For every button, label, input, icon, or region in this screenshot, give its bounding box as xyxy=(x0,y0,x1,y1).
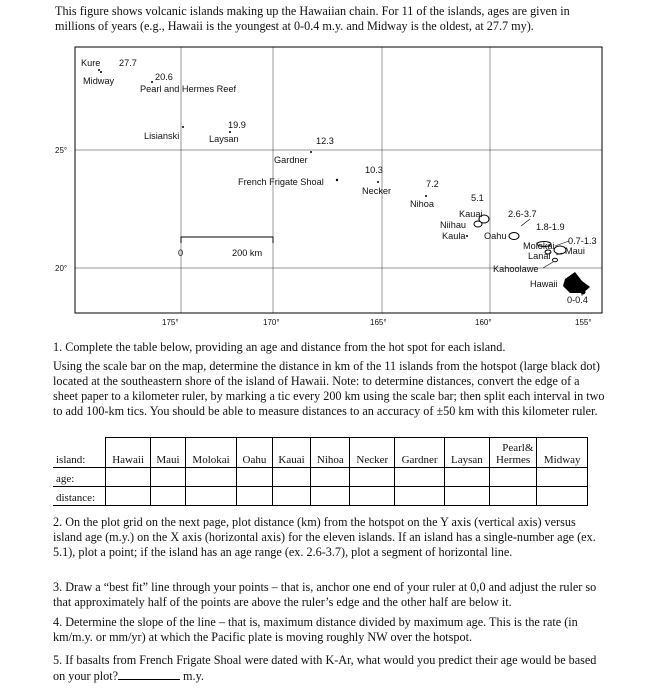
label-maui: Maui xyxy=(565,246,585,256)
necker-dot xyxy=(377,181,379,183)
hawaiian-chain-map xyxy=(0,0,648,340)
col-pearl-hermes xyxy=(489,438,537,468)
midway-dot xyxy=(100,71,102,73)
col-oahu: Oahu xyxy=(237,438,273,468)
label-hawaii: Hawaii xyxy=(530,279,558,289)
age-cell[interactable] xyxy=(537,468,588,487)
label-kahoolawe: Kahoolawe xyxy=(493,264,539,274)
distance-cell[interactable] xyxy=(395,487,445,506)
label-pearl-hermes-age: 20.6 xyxy=(155,72,173,82)
pearl-hermes-dot xyxy=(151,81,153,83)
scale-label-200km: 200 km xyxy=(232,248,263,258)
lisianski-dot xyxy=(182,126,184,128)
question-5-unit: m.y. xyxy=(183,669,204,683)
age-cell[interactable] xyxy=(311,468,350,487)
intro-text: This figure shows volcanic islands making up the Hawaiian chain. For 11 of the islands, ages are given in millions of years (e.g., Hawaii is the youngest at 0-0.4 m.y. and Midway is the oldest, at 27.7 my). xyxy=(55,4,570,33)
col-gardner: Gardner xyxy=(395,438,445,468)
scale-label-0: 0 xyxy=(178,248,184,258)
question-2: 2. On the plot grid on the next page, plot distance (km) from the hotspot on the Y axis (vertical axis) versus island age (m.y.) on the X axis (horizontal axis) for the eleven islands. If an island has a single-number age (ex. 5.1), plot a point; if the island has an age range (ex. 2.6-3.7), plot a segment of horizontal line. xyxy=(53,515,596,559)
distance-cell[interactable] xyxy=(272,487,310,506)
label-laysan: Laysan xyxy=(209,134,239,144)
distance-cell[interactable] xyxy=(185,487,236,506)
distance-cell[interactable] xyxy=(537,487,588,506)
label-oahu: Oahu xyxy=(484,231,507,241)
lat-label-25: 25° xyxy=(55,146,68,155)
label-lisianski: Lisianski xyxy=(144,131,180,141)
distance-cell[interactable] xyxy=(489,487,537,506)
age-cell[interactable] xyxy=(151,468,186,487)
lat-label-20: 20° xyxy=(55,264,68,273)
table-row-islands xyxy=(53,438,588,468)
col-midway: Midway xyxy=(537,438,588,468)
col-necker: Necker xyxy=(350,438,395,468)
oahu-shape xyxy=(509,233,519,240)
col-hawaii: Hawaii xyxy=(106,438,151,468)
lon-label-170: 170° xyxy=(263,318,280,327)
distance-cell[interactable] xyxy=(311,487,350,506)
kaula-dot xyxy=(466,235,468,237)
label-nihoa-age: 7.2 xyxy=(426,179,439,189)
label-laysan-age: 19.9 xyxy=(228,120,246,130)
age-cell[interactable] xyxy=(395,468,445,487)
lon-label-175: 175° xyxy=(162,318,179,327)
label-nihoa: Nihoa xyxy=(410,199,435,209)
lon-label-165: 165° xyxy=(370,318,387,327)
hawaii-shape xyxy=(563,272,590,293)
lon-label-160: 160° xyxy=(475,318,492,327)
lon-label-155: 155° xyxy=(575,318,592,327)
kahoolawe-shape xyxy=(553,258,558,262)
label-pearl-hermes: Pearl and Hermes Reef xyxy=(140,84,237,94)
age-cell[interactable] xyxy=(272,468,310,487)
question-1-heading: 1. Complete the table below, providing an age and distance from the hot spot for each island. xyxy=(53,340,506,354)
row-label-age: age: xyxy=(53,468,106,487)
question-5 xyxy=(53,653,605,684)
question-3: 3. Draw a “best fit” line through your points – that is, anchor one end of your ruler at 0,0 and adjust the ruler so that approximately half of the points are above the ruler’s edge and the other half are below it. xyxy=(53,580,597,609)
col-nihoa: Nihoa xyxy=(311,438,350,468)
label-necker-age: 10.3 xyxy=(365,165,383,175)
label-kaula: Kaula xyxy=(442,231,466,241)
island-data-table xyxy=(53,437,588,506)
label-lanai: Lanai xyxy=(528,251,551,261)
question-5-text: 5. If basalts from French Frigate Shoal were dated with K-Ar, what would you predict their age would be based on your plot? xyxy=(53,653,597,683)
laysan-dot xyxy=(229,131,231,133)
distance-cell[interactable] xyxy=(106,487,151,506)
label-hawaii-age: 0-0.4 xyxy=(567,295,588,305)
label-gardner: Gardner xyxy=(274,155,308,165)
label-niihau-age: 2.6-3.7 xyxy=(508,209,537,219)
distance-cell[interactable] xyxy=(444,487,489,506)
nihoa-dot xyxy=(425,195,427,197)
label-gardner-age: 12.3 xyxy=(316,136,334,146)
col-molokai: Molokai xyxy=(185,438,236,468)
question-4: 4. Determine the slope of the line – that is, maximum distance divided by maximum age. This is the rate (in km/m.y. or mm/yr) at which the Pacific plate is moving roughly NW over the hotspot. xyxy=(53,615,578,644)
col-laysan: Laysan xyxy=(444,438,489,468)
age-cell[interactable] xyxy=(444,468,489,487)
label-necker: Necker xyxy=(362,186,392,196)
table-row-distance xyxy=(53,487,588,506)
label-kure: Kure xyxy=(81,58,101,68)
distance-cell[interactable] xyxy=(237,487,273,506)
age-cell[interactable] xyxy=(237,468,273,487)
col-kauai: Kauai xyxy=(272,438,310,468)
label-kauai: Kauai xyxy=(459,209,483,219)
label-kure-age: 27.7 xyxy=(119,58,137,68)
hotspot-dot xyxy=(581,290,586,295)
table-row-age xyxy=(53,468,588,487)
distance-cell[interactable] xyxy=(151,487,186,506)
row-label-island: island: xyxy=(53,438,106,468)
label-oahu-age: 1.8-1.9 xyxy=(536,222,565,232)
kure-dot xyxy=(98,69,100,71)
gardner-dot xyxy=(310,151,312,153)
scale-bar xyxy=(178,237,273,258)
col-maui: Maui xyxy=(151,438,186,468)
pearl-top: Pearl& xyxy=(502,442,534,454)
pearl-bottom: Hermes xyxy=(495,454,531,466)
age-cell[interactable] xyxy=(106,468,151,487)
row-label-distance: distance: xyxy=(53,487,106,506)
label-midway: Midway xyxy=(83,76,115,86)
age-cell[interactable] xyxy=(350,468,395,487)
label-kauai-age: 5.1 xyxy=(471,193,484,203)
island-markers xyxy=(98,69,468,237)
label-molokai-age: 0.7-1.3 xyxy=(568,236,597,246)
label-niihau: Niihau xyxy=(440,220,467,230)
age-cell[interactable] xyxy=(489,468,537,487)
label-french-frigate: French Frigate Shoal xyxy=(238,177,324,187)
label-molokai: Molokai xyxy=(523,241,555,251)
age-cell[interactable] xyxy=(185,468,236,487)
distance-cell[interactable] xyxy=(350,487,395,506)
question-1-instructions: Using the scale bar on the map, determine the distance in km of the 11 islands from the hotspot (large black dot) located at the southeastern shore of the island of Hawaii. Note: to determine distances, convert the edge of a sheet paper to a kilometer ruler, by marking a tic every 200 km using the scale bar; then split each interval in two to add 100-km tics. You should be able to measure distances to an accuracy of ±50 km with this kilometer ruler. xyxy=(53,359,605,418)
answer-blank[interactable] xyxy=(118,668,180,680)
french-frigate-dot xyxy=(336,179,338,181)
